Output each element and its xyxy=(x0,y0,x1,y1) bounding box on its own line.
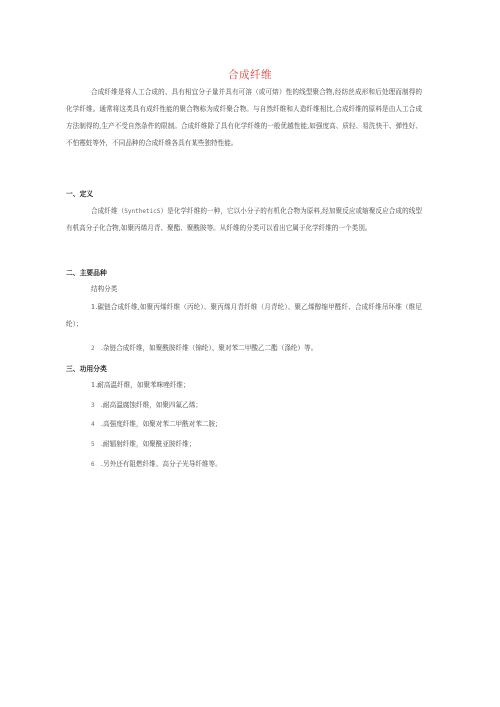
section-heading-varieties: 二、主要品种 xyxy=(66,269,107,277)
section-heading-definition: 一、定义 xyxy=(66,190,94,198)
functional-item-4-number: 4 xyxy=(91,421,95,428)
varieties-item-2-number: 2 xyxy=(91,345,95,352)
definition-term: SyntheticS xyxy=(124,208,161,215)
functional-item-3 xyxy=(91,401,202,410)
functional-item-1: 1.耐高温纤维，如聚苯咪唑纤维； xyxy=(91,381,190,389)
varieties-item-2 xyxy=(91,344,317,353)
functional-item-5-number: 5 xyxy=(91,441,95,448)
section-heading-functional: 三、功用分类 xyxy=(66,365,107,373)
definition-paragraph xyxy=(66,203,422,237)
definition-text-before: 合成纤维（ xyxy=(91,207,125,215)
varieties-item-2-text: .杂链合成纤维，如聚酰胺纤维（锦纶）、聚对苯二甲酸乙二酯（涤纶）等。 xyxy=(100,344,318,352)
intro-paragraph: 合成纤维是将人工合成的、具有相宜分子量并具有可溶（或可熔）性的线型聚合物,经纺丝成形和后处理而制得的化学纤维。通常将这类具有成纤性能的聚合物称为成纤聚合物。与自然纤维和人造纤维相比,合成纤维的原料是由人工合成方法制得的,生产不受自然条件的限制。合成纤维除了具有化学纤维的一般优越性能,如强度高、质轻、易洗快干、弹性好、不怕霉蛀等外，不同品种的合成纤维各具有某些独特性能。 xyxy=(66,88,422,147)
functional-item-3-text: .耐高温腐蚀纤维，如聚四氟乙烯； xyxy=(100,401,202,409)
functional-item-6 xyxy=(91,460,222,469)
varieties-item-1: 1.碳链合成纤维,如聚丙烯纤维（丙纶）、聚丙烯月青纤维（月青纶）、聚乙烯醇缩甲醛纤、合成纤维吊环维（维尼纶）； xyxy=(66,303,422,328)
definition-text-after: ）是化学纤维的一种，它以小分子的有机化合物为原料,经加聚反应或缩聚反应合成的线型有机高分子化合物,如聚丙烯月青、聚酯、聚酰胺等。从纤维的分类可以看出它属于化学纤维的一个类别。 xyxy=(66,207,422,232)
document-title: 合成纤维 xyxy=(228,69,272,81)
varieties-subheading: 结构分类 xyxy=(91,285,118,293)
functional-item-6-text: .另外还有阻燃纤维、高分子光导纤维等。 xyxy=(100,460,222,468)
functional-item-3-number: 3 xyxy=(91,402,95,409)
functional-item-4-text: .高强度纤维，如聚对苯二甲酰对苯二胺； xyxy=(100,420,222,428)
functional-item-4 xyxy=(91,420,222,429)
functional-item-5 xyxy=(91,440,195,449)
functional-item-5-text: .耐辐射纤维，如聚酰亚胺纤维； xyxy=(100,440,196,448)
functional-item-6-number: 6 xyxy=(91,461,95,468)
